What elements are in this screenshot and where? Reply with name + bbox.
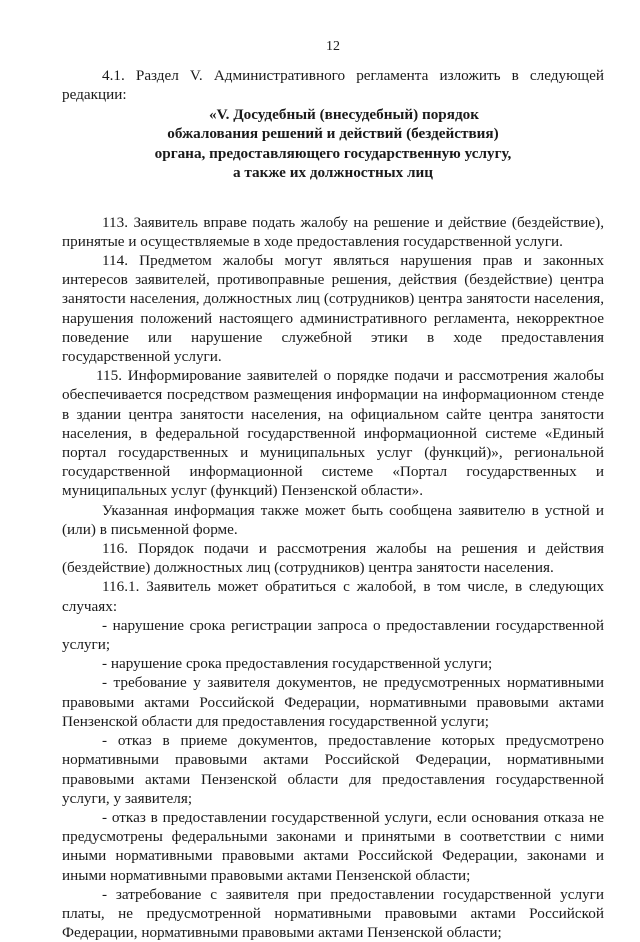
case-item: - требование у заявителя документов, не предусмотренных нормативными правовыми актами Российской Федерации, нормативными правовыми актами Пензенской области для предоставления государственной услуги;	[62, 674, 604, 730]
paragraph-116: 116. Порядок подачи и рассмотрения жалобы на решения и действия (бездействие) должностных лиц (сотрудников) центра занятости населения.	[62, 540, 604, 577]
paragraph-114: 114. Предметом жалобы могут являться нарушения прав и законных интересов заявителей, противоправные решения, действия (бездействие) центра занятости населения, должностных лиц (сотрудников) центра занятости населения, нарушения положений настоящего административного регламента, некорректное поведение или нарушение служебной этики в ходе предоставления государственной услуги.	[62, 252, 604, 366]
paragraph-115: 115. Информирование заявителей о порядке подачи и рассмотрения жалобы обеспечивается посредством размещения информации на информационном стенде в здании центра занятости населения, на официальном сайте центра занятости населения, в федеральной государственной информационной системе «Единый портал государственных и муниципальных услуг (функций)», региональной государственной информационной системе «Портал государственных и муниципальных услуг (функций) Пензенской области».	[62, 367, 604, 500]
case-item: - отказ в приеме документов, предоставление которых предусмотрено нормативными правовыми актами Российской Федерации, нормативными правовыми актами Пензенской области для предоставления государственной услуги, у заявителя;	[62, 732, 604, 807]
section-heading	[62, 105, 604, 183]
case-item: - затребование с заявителя при предоставлении государственной услуги платы, не предусмотренной нормативными правовыми актами Российской Федерации, нормативными правовыми актами Пензенской области;	[62, 885, 604, 942]
paragraph-116-1: 116.1. Заявитель может обратиться с жалобой, в том числе, в следующих случаях:	[62, 578, 604, 615]
case-item: - нарушение срока регистрации запроса о предоставлении государственной услуги;	[62, 616, 604, 654]
paragraph-115-note: Указанная информация также может быть сообщена заявителю в устной и (или) в письменной форме.	[62, 501, 604, 538]
intro-paragraph: 4.1. Раздел V. Административного регламента изложить в следующей редакции:	[62, 67, 604, 104]
paragraph-113: 113. Заявитель вправе подать жалобу на решение и действие (бездействие), принятые и осуществляемые в ходе предоставления государственной услуги.	[62, 213, 604, 250]
heading-line: а также их должностных лиц	[232, 164, 434, 182]
document-page	[62, 0, 604, 942]
heading-line: обжалования решений и действий (бездействия)	[167, 125, 499, 143]
heading-line: органа, предоставляющего государственную услугу,	[154, 144, 512, 162]
page-number: 12	[326, 39, 340, 54]
case-item: - нарушение срока предоставления государственной услуги;	[102, 655, 493, 673]
case-item: - отказ в предоставлении государственной услуги, если основания отказа не предусмотрены федеральными законами и принятыми в соответствии с ними иными нормативными правовыми актами Российской Федерации, законами и иными нормативными правовыми актами Пензенской области;	[62, 808, 604, 884]
heading-line: «V. Досудебный (внесудебный) порядок	[209, 105, 479, 123]
